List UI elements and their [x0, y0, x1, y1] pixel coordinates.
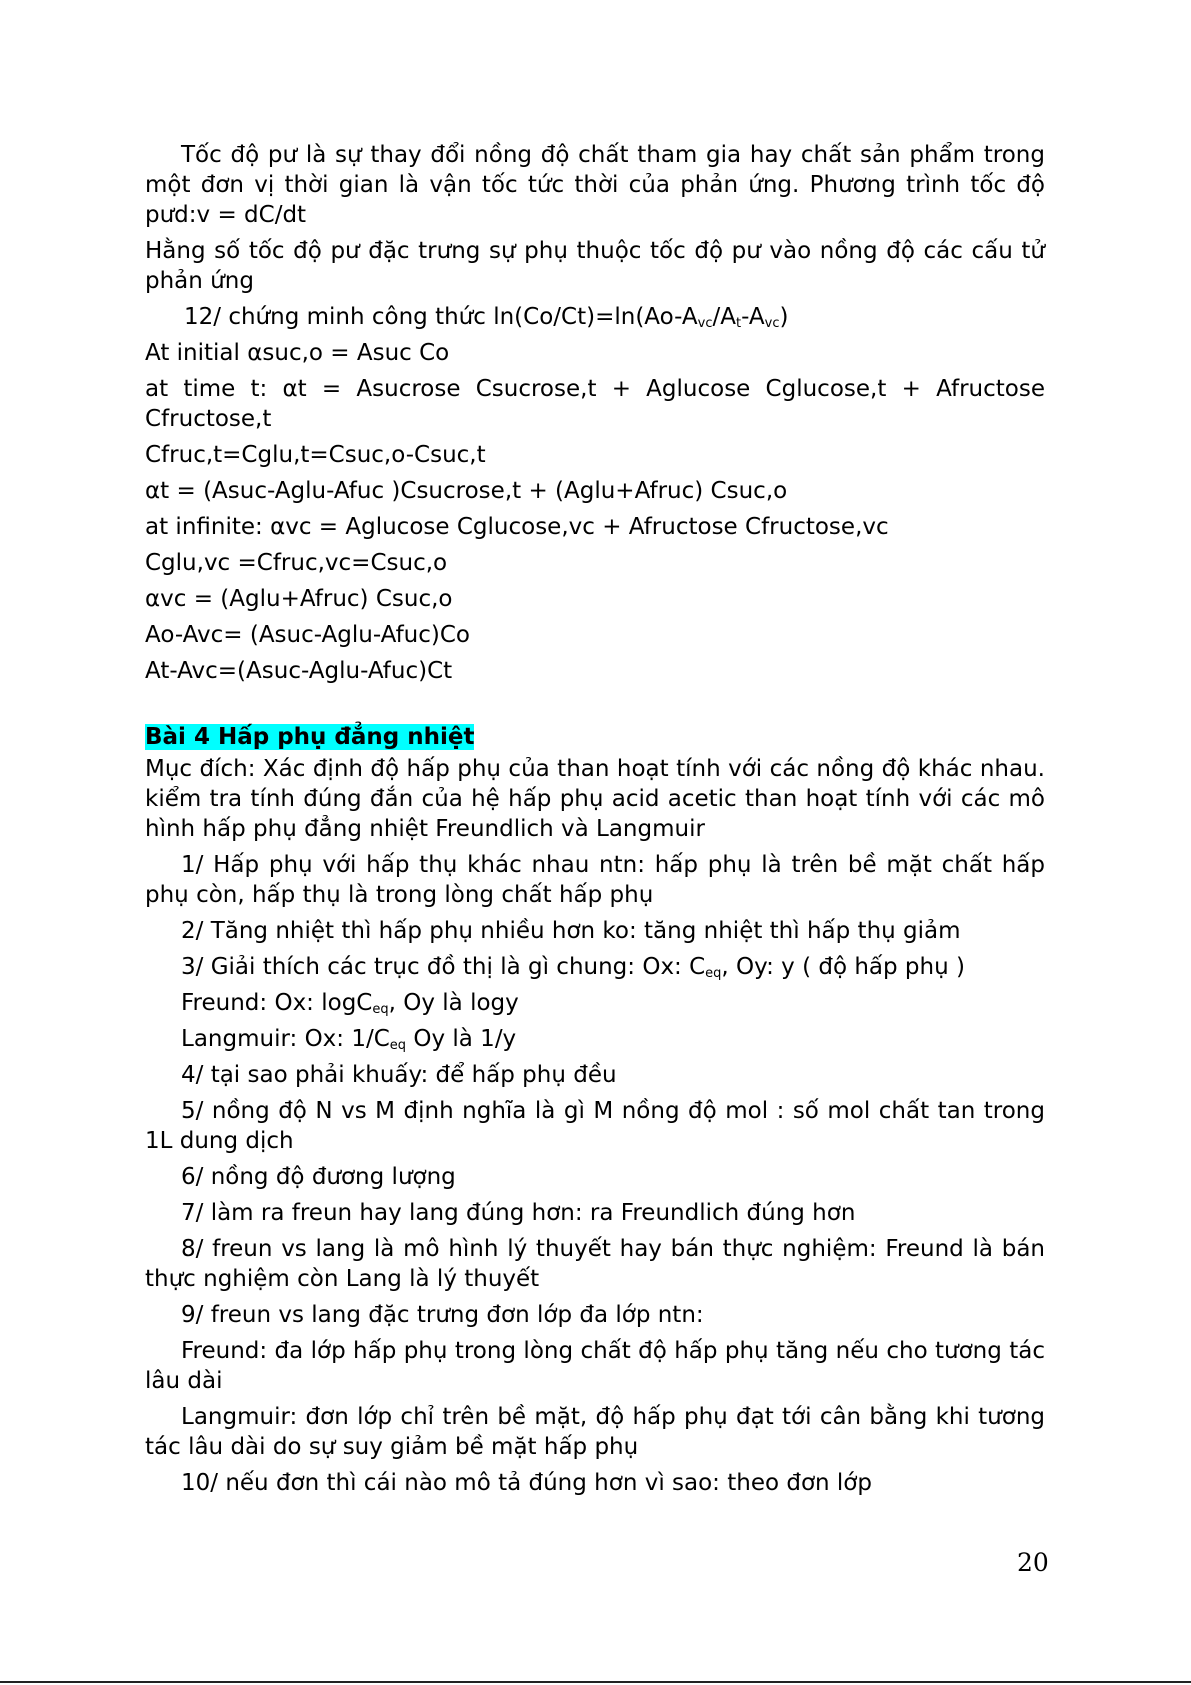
proof-line-time-t: at time t: αt = Asucrose Csucrose,t + Aglucose Cglucose,t + Afructose Cfructose,t	[145, 376, 1045, 432]
document-page	[145, 140, 1045, 1504]
freund-axes: Freund: Ox: logC$_{eq}$, Oy là logy	[181, 990, 519, 1017]
proof-line-concentrations-vc: Cglu,vc =Cfruc,vc=Csuc,o	[145, 550, 448, 576]
question-8: 8/ freun vs lang là mô hình lý thuyết hay bán thực nghiệm: Freund là bán thực nghiệm còn Lang là lý thuyết	[145, 1236, 1045, 1292]
question-12: 12/ chứng minh công thức $\ln(Co/Ct)=\ln(Ao-A_{vc}/A_t-A_{vc})$	[184, 304, 789, 331]
proof-line-at-avc: At-Avc=(Asuc-Aglu-Afuc)Ct	[145, 658, 453, 684]
question-2: 2/ Tăng nhiệt thì hấp phụ nhiều hơn ko: tăng nhiệt thì hấp thụ giảm	[181, 918, 961, 944]
freund-description: Freund: đa lớp hấp phụ trong lòng chất độ hấp phụ tăng nếu cho tương tác lâu dài	[145, 1338, 1045, 1394]
question-4: 4/ tại sao phải khuấy: để hấp phụ đều	[181, 1062, 617, 1088]
proof-line-ao-avc: Ao-Avc= (Asuc-Aglu-Afuc)Co	[145, 622, 470, 648]
question-10: 10/ nếu đơn thì cái nào mô tả đúng hơn vì sao: theo đơn lớp	[181, 1470, 872, 1496]
section-spacer	[145, 692, 1045, 722]
page-bottom-divider	[0, 1681, 1191, 1683]
proof-line-infinite: at infinite: αvc = Aglucose Cglucose,vc + Afructose Cfructose,vc	[145, 514, 889, 540]
langmuir-axes: Langmuir: Ox: $1/C_{eq}$ Oy là 1/y	[181, 1026, 517, 1053]
proof-line-initial: At initial αsuc,o = Asuc Co	[145, 340, 450, 366]
page-number: 20	[1017, 1548, 1049, 1577]
purpose-paragraph: Mục đích: Xác định độ hấp phụ của than hoạt tính với các nồng độ khác nhau. kiểm tra tính đúng đắn của hệ hấp phụ acid acetic than hoạt tính với các mô hình hấp phụ đẳng nhiệt Freundlich và Langmuir	[145, 756, 1045, 842]
proof-line-alpha-vc: αvc = (Aglu+Afruc) Csuc,o	[145, 586, 453, 612]
question-7: 7/ làm ra freun hay lang đúng hơn: ra Freundlich đúng hơn	[181, 1200, 856, 1226]
rate-constant-paragraph: Hằng số tốc độ pư đặc trưng sự phụ thuộc tốc độ pư vào nồng độ các cấu tử phản ứng	[145, 238, 1045, 294]
section-heading: Bài 4 Hấp phụ đẳng nhiệt	[145, 724, 475, 750]
question-1: 1/ Hấp phụ với hấp thụ khác nhau ntn: hấp phụ là trên bề mặt chất hấp phụ còn, hấp thụ là trong lòng chất hấp phụ	[145, 852, 1045, 908]
question-6: 6/ nồng độ đương lượng	[181, 1164, 456, 1190]
langmuir-description: Langmuir: đơn lớp chỉ trên bề mặt, độ hấp phụ đạt tới cân bằng khi tương tác lâu dài do sự suy giảm bề mặt hấp phụ	[145, 1404, 1045, 1460]
rate-definition-paragraph: Tốc độ pư là sự thay đổi nồng độ chất tham gia hay chất sản phẩm trong một đơn vị thời gian là vận tốc tức thời của phản ứng. Phương trình tốc độ pưd:v = dC/dt	[145, 142, 1045, 228]
question-3: 3/ Giải thích các trục đồ thị là gì chung: Ox: $C_{eq}$, Oy: y ( độ hấp phụ )	[181, 954, 965, 981]
question-5: 5/ nồng độ N vs M định nghĩa là gì M nồng độ mol : số mol chất tan trong 1L dung dịch	[145, 1098, 1045, 1154]
proof-line-alpha-t: αt = (Asuc-Aglu-Afuc )Csucrose,t + (Aglu+Afruc) Csuc,o	[145, 478, 788, 504]
question-9: 9/ freun vs lang đặc trưng đơn lớp đa lớp ntn:	[181, 1302, 704, 1328]
proof-line-concentrations: Cfruc,t=Cglu,t=Csuc,o-Csuc,t	[145, 442, 486, 468]
